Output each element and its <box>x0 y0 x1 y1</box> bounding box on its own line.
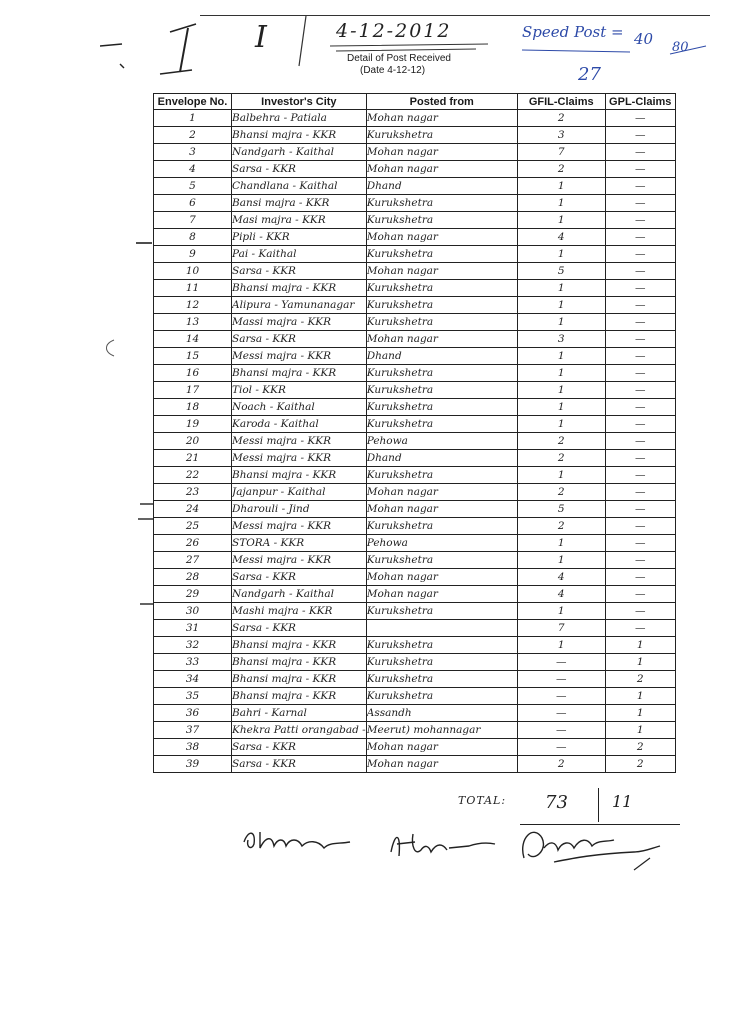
posted-from-cell: Mohan nagar <box>366 739 517 756</box>
posted-from-cell: Mohan nagar <box>366 569 517 586</box>
envelope-no-cell: 29 <box>154 586 232 603</box>
table-row <box>154 161 676 178</box>
posted-from-cell: Kurukshetra <box>366 671 517 688</box>
posted-from-cell: Mohan nagar <box>366 501 517 518</box>
posted-from-cell: Kurukshetra <box>366 637 517 654</box>
posted-from-cell: Kurukshetra <box>366 297 517 314</box>
investor-city-cell: Bansi majra - KKR <box>232 195 367 212</box>
table-row <box>154 195 676 212</box>
table-row <box>154 569 676 586</box>
investor-city-cell: Bahri - Karnal <box>232 705 367 722</box>
investor-city-cell: Bhansi majra - KKR <box>232 654 367 671</box>
page-title: Detail of Post Received <box>347 53 451 64</box>
header-date: (Date 4-12-12) <box>360 65 426 76</box>
envelope-no-cell: 13 <box>154 314 232 331</box>
gfil-claims-cell: 1 <box>517 246 605 263</box>
gfil-claims-cell: — <box>517 705 605 722</box>
posted-from-cell: Kurukshetra <box>366 518 517 535</box>
table-row <box>154 280 676 297</box>
envelope-no-cell: 35 <box>154 688 232 705</box>
investor-city-cell: Bhansi majra - KKR <box>232 637 367 654</box>
table-row <box>154 620 676 637</box>
investor-city-cell: Bhansi majra - KKR <box>232 671 367 688</box>
gfil-claims-cell: 2 <box>517 161 605 178</box>
envelope-no-cell: 18 <box>154 399 232 416</box>
posted-from-cell: Kurukshetra <box>366 280 517 297</box>
margin-pen-marks <box>100 20 220 90</box>
gpl-claims-cell: — <box>605 331 675 348</box>
envelope-no-cell: 12 <box>154 297 232 314</box>
gpl-claims-cell: — <box>605 127 675 144</box>
table-row <box>154 314 676 331</box>
envelope-no-cell: 24 <box>154 501 232 518</box>
investor-city-cell: Sarsa - KKR <box>232 569 367 586</box>
envelope-no-cell: 6 <box>154 195 232 212</box>
table-row <box>154 416 676 433</box>
table-row <box>154 178 676 195</box>
gpl-claims-cell: — <box>605 263 675 280</box>
gpl-claims-cell: — <box>605 416 675 433</box>
investor-city-cell: Khekra Patti orangabad - <box>232 722 367 739</box>
investor-city-cell: Messi majra - KKR <box>232 433 367 450</box>
posted-from-cell <box>366 620 517 637</box>
envelope-no-cell: 14 <box>154 331 232 348</box>
gpl-claims-cell: — <box>605 586 675 603</box>
column-header-posted-from: Posted from <box>366 94 517 110</box>
column-header-gfil-claims: GFIL-Claims <box>517 94 605 110</box>
investor-city-cell: Balbehra - Patiala <box>232 110 367 127</box>
table-row <box>154 348 676 365</box>
gpl-claims-cell: 1 <box>605 637 675 654</box>
gpl-claims-cell: — <box>605 144 675 161</box>
handwritten-date: 4-12-2012 <box>336 20 452 42</box>
posted-from-cell: Dhand <box>366 178 517 195</box>
gfil-claims-cell: 1 <box>517 297 605 314</box>
gpl-claims-cell: — <box>605 603 675 620</box>
investor-city-cell: Bhansi majra - KKR <box>232 365 367 382</box>
gfil-claims-cell: 3 <box>517 331 605 348</box>
envelope-no-cell: 28 <box>154 569 232 586</box>
gfil-claims-cell: 1 <box>517 195 605 212</box>
envelope-no-cell: 4 <box>154 161 232 178</box>
table-row <box>154 671 676 688</box>
table-row <box>154 722 676 739</box>
gpl-claims-cell: — <box>605 229 675 246</box>
gpl-claims-cell: 2 <box>605 756 675 773</box>
gfil-claims-cell: 2 <box>517 110 605 127</box>
table-row <box>154 467 676 484</box>
investor-city-cell: Sarsa - KKR <box>232 739 367 756</box>
investor-city-cell: Tiol - KKR <box>232 382 367 399</box>
total-gpl-claims: 11 <box>612 792 633 811</box>
gfil-claims-cell: — <box>517 739 605 756</box>
table-row <box>154 637 676 654</box>
investor-city-cell: Mashi majra - KKR <box>232 603 367 620</box>
margin-mark: I <box>255 20 267 55</box>
table-row <box>154 654 676 671</box>
posted-from-cell: Mohan nagar <box>366 586 517 603</box>
posted-from-cell: Mohan nagar <box>366 756 517 773</box>
table-row <box>154 433 676 450</box>
envelope-no-cell: 37 <box>154 722 232 739</box>
gfil-claims-cell: 1 <box>517 212 605 229</box>
table-row <box>154 603 676 620</box>
posted-from-cell: Kurukshetra <box>366 246 517 263</box>
gpl-claims-cell: — <box>605 212 675 229</box>
speed-post-count: 40 <box>634 30 654 48</box>
post-received-table <box>153 93 676 773</box>
gpl-claims-cell: — <box>605 382 675 399</box>
posted-from-cell: Mohan nagar <box>366 263 517 280</box>
envelope-no-cell: 8 <box>154 229 232 246</box>
investor-city-cell: Alipura - Yamunanagar <box>232 297 367 314</box>
posted-from-cell: Kurukshetra <box>366 416 517 433</box>
posted-from-cell: Kurukshetra <box>366 195 517 212</box>
speed-post-label: Speed Post = <box>522 23 624 41</box>
table-row <box>154 110 676 127</box>
investor-city-cell: Jajanpur - Kaithal <box>232 484 367 501</box>
total-gfil-claims: 73 <box>545 792 568 813</box>
gpl-claims-cell: — <box>605 110 675 127</box>
posted-from-cell: Kurukshetra <box>366 365 517 382</box>
investor-city-cell: Sarsa - KKR <box>232 331 367 348</box>
envelope-no-cell: 3 <box>154 144 232 161</box>
posted-from-cell: Pehowa <box>366 433 517 450</box>
gfil-claims-cell: 2 <box>517 518 605 535</box>
posted-from-cell: Kurukshetra <box>366 654 517 671</box>
envelope-no-cell: 36 <box>154 705 232 722</box>
table-row <box>154 127 676 144</box>
gpl-claims-cell: — <box>605 484 675 501</box>
gfil-claims-cell: 1 <box>517 552 605 569</box>
gpl-claims-cell: — <box>605 161 675 178</box>
gfil-claims-cell: 1 <box>517 178 605 195</box>
posted-from-cell: Kurukshetra <box>366 603 517 620</box>
table-row <box>154 535 676 552</box>
table-row <box>154 518 676 535</box>
gpl-claims-cell: — <box>605 569 675 586</box>
envelope-no-cell: 20 <box>154 433 232 450</box>
gpl-claims-cell: — <box>605 552 675 569</box>
gfil-claims-cell: 1 <box>517 348 605 365</box>
table-row <box>154 552 676 569</box>
table-body <box>154 110 676 773</box>
posted-from-cell: Mohan nagar <box>366 484 517 501</box>
gpl-claims-cell: — <box>605 314 675 331</box>
investor-city-cell: Pai - Kaithal <box>232 246 367 263</box>
table-row <box>154 756 676 773</box>
gpl-claims-cell: — <box>605 450 675 467</box>
top-rule <box>200 15 710 16</box>
column-header-envelope-no: Envelope No. <box>154 94 232 110</box>
gpl-claims-cell: — <box>605 178 675 195</box>
investor-city-cell: Chandlana - Kaithal <box>232 178 367 195</box>
posted-from-cell: Meerut) mohannagar <box>366 722 517 739</box>
posted-from-cell: Mohan nagar <box>366 161 517 178</box>
investor-city-cell: Bhansi majra - KKR <box>232 127 367 144</box>
posted-from-cell: Kurukshetra <box>366 127 517 144</box>
table-row <box>154 705 676 722</box>
investor-city-cell: Noach - Kaithal <box>232 399 367 416</box>
envelope-no-cell: 26 <box>154 535 232 552</box>
table-row <box>154 501 676 518</box>
gpl-claims-cell: — <box>605 399 675 416</box>
envelope-no-cell: 34 <box>154 671 232 688</box>
gfil-claims-cell: — <box>517 688 605 705</box>
investor-city-cell: Bhansi majra - KKR <box>232 688 367 705</box>
gfil-claims-cell: 1 <box>517 314 605 331</box>
table-row <box>154 331 676 348</box>
gfil-claims-cell: 4 <box>517 229 605 246</box>
posted-from-cell: Kurukshetra <box>366 382 517 399</box>
investor-city-cell: Pipli - KKR <box>232 229 367 246</box>
investor-city-cell: Bhansi majra - KKR <box>232 280 367 297</box>
signature-2 <box>385 822 505 866</box>
posted-from-cell: Kurukshetra <box>366 399 517 416</box>
gfil-claims-cell: 1 <box>517 280 605 297</box>
envelope-no-cell: 10 <box>154 263 232 280</box>
posted-from-cell: Kurukshetra <box>366 688 517 705</box>
envelope-no-cell: 38 <box>154 739 232 756</box>
slash-mark <box>296 14 310 68</box>
gpl-claims-cell: 2 <box>605 739 675 756</box>
posted-from-cell: Assandh <box>366 705 517 722</box>
gpl-claims-cell: — <box>605 433 675 450</box>
gpl-claims-cell: 2 <box>605 671 675 688</box>
posted-from-cell: Mohan nagar <box>366 144 517 161</box>
gfil-claims-cell: 5 <box>517 501 605 518</box>
date-underline <box>326 40 496 54</box>
gfil-claims-cell: 1 <box>517 535 605 552</box>
gfil-claims-cell: 5 <box>517 263 605 280</box>
table-row <box>154 263 676 280</box>
posted-from-cell: Dhand <box>366 450 517 467</box>
gfil-claims-cell: — <box>517 671 605 688</box>
envelope-no-cell: 21 <box>154 450 232 467</box>
posted-from-cell: Mohan nagar <box>366 110 517 127</box>
posted-from-cell: Kurukshetra <box>366 212 517 229</box>
envelope-no-cell: 32 <box>154 637 232 654</box>
gpl-claims-cell: — <box>605 467 675 484</box>
gpl-claims-cell: — <box>605 297 675 314</box>
investor-city-cell: Massi majra - KKR <box>232 314 367 331</box>
table-row <box>154 144 676 161</box>
gpl-claims-cell: — <box>605 518 675 535</box>
envelope-no-cell: 25 <box>154 518 232 535</box>
gfil-claims-cell: 1 <box>517 603 605 620</box>
gfil-claims-cell: 2 <box>517 450 605 467</box>
gfil-claims-cell: 2 <box>517 756 605 773</box>
gfil-claims-cell: 1 <box>517 365 605 382</box>
gfil-claims-cell: 1 <box>517 637 605 654</box>
posted-from-cell: Kurukshetra <box>366 314 517 331</box>
column-header-gpl-claims: GPL-Claims <box>605 94 675 110</box>
investor-city-cell: Sarsa - KKR <box>232 620 367 637</box>
gpl-claims-cell: 1 <box>605 705 675 722</box>
gpl-claims-cell: — <box>605 280 675 297</box>
investor-city-cell: Messi majra - KKR <box>232 348 367 365</box>
envelope-no-cell: 11 <box>154 280 232 297</box>
envelope-no-cell: 39 <box>154 756 232 773</box>
row-tick-marks <box>130 236 160 616</box>
gfil-claims-cell: 3 <box>517 127 605 144</box>
investor-city-cell: Bhansi majra - KKR <box>232 467 367 484</box>
posted-from-cell: Mohan nagar <box>366 229 517 246</box>
envelope-no-cell: 2 <box>154 127 232 144</box>
signature-3 <box>514 818 664 878</box>
envelope-no-cell: 30 <box>154 603 232 620</box>
total-separator <box>598 788 599 822</box>
gfil-claims-cell: 1 <box>517 467 605 484</box>
speed-post-underline <box>520 44 710 58</box>
table-row <box>154 297 676 314</box>
table-row <box>154 246 676 263</box>
total-label: TOTAL: <box>458 794 507 807</box>
gpl-claims-cell: — <box>605 501 675 518</box>
table-row <box>154 484 676 501</box>
table-row <box>154 688 676 705</box>
envelope-no-cell: 23 <box>154 484 232 501</box>
investor-city-cell: STORA - KKR <box>232 535 367 552</box>
gpl-claims-cell: — <box>605 195 675 212</box>
gfil-claims-cell: — <box>517 654 605 671</box>
posted-from-cell: Kurukshetra <box>366 467 517 484</box>
investor-city-cell: Karoda - Kaithal <box>232 416 367 433</box>
gfil-claims-cell: 4 <box>517 586 605 603</box>
investor-city-cell: Sarsa - KKR <box>232 263 367 280</box>
margin-bracket-mark <box>100 338 120 358</box>
table-row <box>154 399 676 416</box>
received-count: 27 <box>578 64 601 85</box>
envelope-no-cell: 33 <box>154 654 232 671</box>
investor-city-cell: Nandgarh - Kaithal <box>232 144 367 161</box>
investor-city-cell: Messi majra - KKR <box>232 552 367 569</box>
gfil-claims-cell: 1 <box>517 382 605 399</box>
investor-city-cell: Nandgarh - Kaithal <box>232 586 367 603</box>
envelope-no-cell: 15 <box>154 348 232 365</box>
gpl-claims-cell: — <box>605 348 675 365</box>
gfil-claims-cell: 7 <box>517 620 605 637</box>
envelope-no-cell: 31 <box>154 620 232 637</box>
envelope-no-cell: 7 <box>154 212 232 229</box>
gpl-claims-cell: — <box>605 535 675 552</box>
gfil-claims-cell: 2 <box>517 484 605 501</box>
envelope-no-cell: 22 <box>154 467 232 484</box>
investor-city-cell: Sarsa - KKR <box>232 756 367 773</box>
envelope-no-cell: 27 <box>154 552 232 569</box>
gpl-claims-cell: 1 <box>605 688 675 705</box>
gpl-claims-cell: — <box>605 365 675 382</box>
gpl-claims-cell: — <box>605 620 675 637</box>
gfil-claims-cell: 4 <box>517 569 605 586</box>
table-row <box>154 212 676 229</box>
speed-post-alt: 80 <box>672 40 689 55</box>
table-row <box>154 229 676 246</box>
posted-from-cell: Pehowa <box>366 535 517 552</box>
gfil-claims-cell: 7 <box>517 144 605 161</box>
gfil-claims-cell: 1 <box>517 416 605 433</box>
posted-from-cell: Mohan nagar <box>366 331 517 348</box>
envelope-no-cell: 17 <box>154 382 232 399</box>
table-header-row <box>154 94 676 110</box>
envelope-no-cell: 9 <box>154 246 232 263</box>
gpl-claims-cell: 1 <box>605 654 675 671</box>
gfil-claims-cell: 1 <box>517 399 605 416</box>
envelope-no-cell: 5 <box>154 178 232 195</box>
gfil-claims-cell: — <box>517 722 605 739</box>
table-row <box>154 365 676 382</box>
table-row <box>154 382 676 399</box>
envelope-no-cell: 16 <box>154 365 232 382</box>
gpl-claims-cell: — <box>605 246 675 263</box>
investor-city-cell: Dharouli - Jind <box>232 501 367 518</box>
investor-city-cell: Messi majra - KKR <box>232 518 367 535</box>
posted-from-cell: Dhand <box>366 348 517 365</box>
envelope-no-cell: 19 <box>154 416 232 433</box>
table-row <box>154 739 676 756</box>
gpl-claims-cell: 1 <box>605 722 675 739</box>
posted-from-cell: Kurukshetra <box>366 552 517 569</box>
signature-1 <box>238 818 358 858</box>
investor-city-cell: Sarsa - KKR <box>232 161 367 178</box>
table-row <box>154 450 676 467</box>
table-row <box>154 586 676 603</box>
investor-city-cell: Messi majra - KKR <box>232 450 367 467</box>
column-header-investor-city: Investor's City <box>232 94 367 110</box>
investor-city-cell: Masi majra - KKR <box>232 212 367 229</box>
envelope-no-cell: 1 <box>154 110 232 127</box>
gfil-claims-cell: 2 <box>517 433 605 450</box>
